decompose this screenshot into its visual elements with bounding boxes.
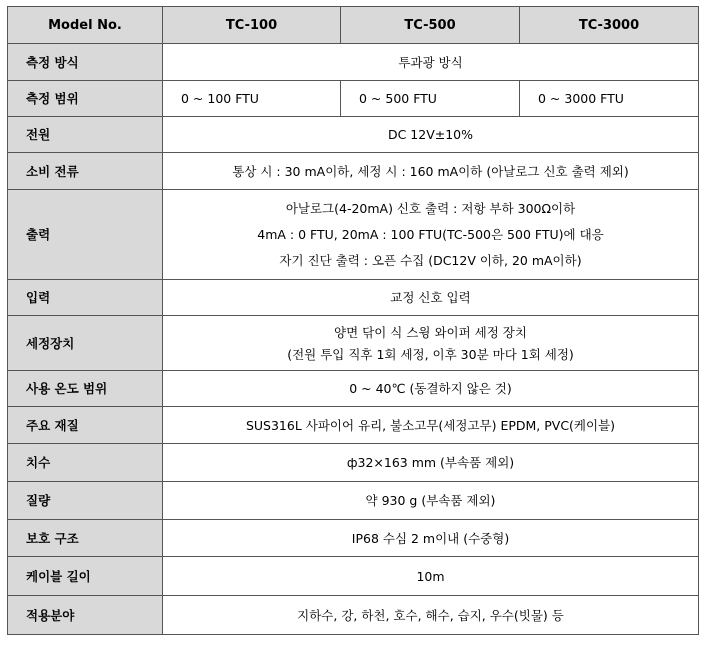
row-input [8,280,699,316]
model-label: Model No. [8,7,163,44]
row-method [8,44,699,81]
cleaning-label: 세정장치 [8,316,163,371]
row-output [8,190,699,280]
power-value: DC 12V±10% [163,117,699,153]
material-label: 주요 재질 [8,407,163,444]
input-label: 입력 [8,280,163,316]
row-power [8,117,699,153]
cleaning-line-2: (전원 투입 직후 1회 세정, 이후 30분 마다 1회 세정) [287,346,574,362]
range-value-tc-500: 0 ~ 500 FTU [341,81,520,117]
power-label: 전원 [8,117,163,153]
cleaning-line-1: 양면 닦이 식 스윙 와이퍼 세정 장치 [334,324,527,340]
protection-label: 보호 구조 [8,520,163,557]
row-dimension [8,444,699,482]
output-value [163,190,699,280]
spec-table [7,6,699,635]
weight-value: 약 930 g (부속품 제외) [163,482,699,520]
row-current [8,153,699,190]
cable-label: 케이블 길이 [8,557,163,596]
output-line-3: 자기 진단 출력 : 오픈 수집 (DC12V 이하, 20 mA이하) [279,253,582,268]
row-application [8,596,699,635]
range-value-tc-3000: 0 ~ 3000 FTU [520,81,699,117]
temp-value: 0 ~ 40℃ (동결하지 않은 것) [163,371,699,407]
row-protection [8,520,699,557]
output-line-1: 아날로그(4-20mA) 신호 출력 : 저항 부하 300Ω이하 [285,201,576,216]
output-line-2: 4mA : 0 FTU, 20mA : 100 FTU(TC-500은 500 FTU)에 대응 [257,227,604,242]
application-value: 지하수, 강, 하천, 호수, 해수, 습지, 우수(빗물) 등 [163,596,699,635]
application-label: 적용분야 [8,596,163,635]
row-weight [8,482,699,520]
row-range [8,81,699,117]
row-temp [8,371,699,407]
material-value: SUS316L 사파이어 유리, 불소고무(세정고무) EPDM, PVC(케이블) [163,407,699,444]
method-label: 측정 방식 [8,44,163,81]
input-value: 교정 신호 입력 [163,280,699,316]
row-cleaning [8,316,699,371]
current-label: 소비 전류 [8,153,163,190]
range-label: 측정 범위 [8,81,163,117]
model-tc-3000: TC-3000 [520,7,699,44]
output-label: 출력 [8,190,163,280]
weight-label: 질량 [8,482,163,520]
cable-value: 10m [163,557,699,596]
row-material [8,407,699,444]
current-value: 통상 시 : 30 mA이하, 세정 시 : 160 mA이하 (아날로그 신호 출력 제외) [163,153,699,190]
cleaning-value [163,316,699,371]
row-cable [8,557,699,596]
range-value-tc-100: 0 ~ 100 FTU [163,81,341,117]
model-tc-100: TC-100 [163,7,341,44]
protection-value: IP68 수심 2 m이내 (수중형) [163,520,699,557]
temp-label: 사용 온도 범위 [8,371,163,407]
dimension-label: 치수 [8,444,163,482]
method-value: 투과광 방식 [163,44,699,81]
model-tc-500: TC-500 [341,7,520,44]
dimension-value: ф32×163 mm (부속품 제외) [163,444,699,482]
header-row [8,7,699,44]
